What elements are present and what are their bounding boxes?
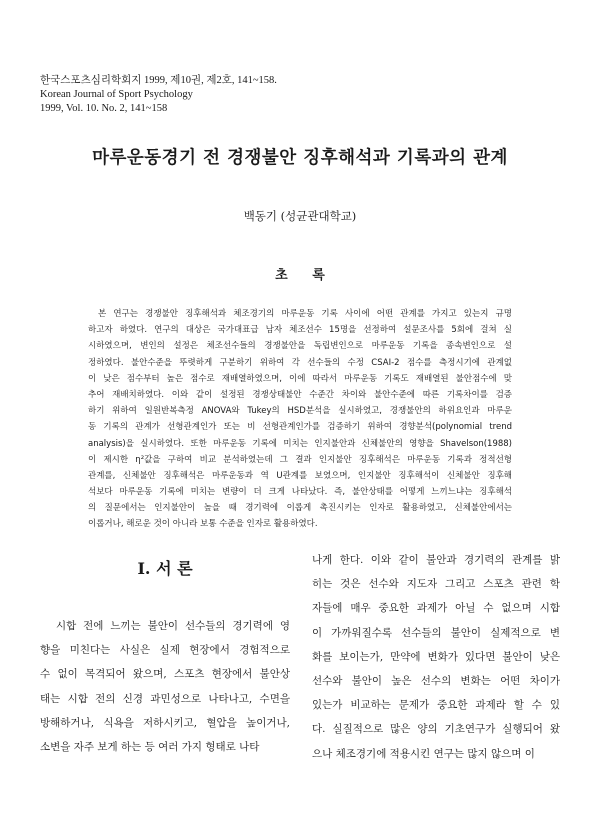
abstract-line: 이 제시한 η²값을 구하여 비교 분석하였는데 그 결과 인지불안 징후해석은 마루운동 기록과 정적선형	[88, 454, 512, 465]
body-text-line: 다. 실질적으로 많은 양의 기초연구가 실행되어 왔	[312, 723, 560, 736]
body-text-line: 있는가 비교하는 문제가 중요한 과제라 할 수 있	[312, 699, 560, 712]
abstract-line: 추어 재배치하였다. 이와 같이 설정된 경쟁상태불안 수준간 차이와 불안수준에 따른 기록차이를 검증	[88, 389, 512, 400]
abstract-line: 정하였다. 불안수준을 뚜렷하게 구분하기 위하여 각 선수들의 수정 CSAI-2 점수를 측정시기에 관계없	[88, 357, 512, 368]
abstract-line: 하기 위하여 일원반복측정 ANOVA와 Tukey의 HSD분석을 실시하였고, 경쟁불안의 하위요인과 마루운	[88, 406, 512, 417]
section-heading-introduction: Ⅰ. 서 론	[137, 559, 193, 578]
abstract-body	[88, 306, 512, 533]
abstract-line: 이롭거나, 해로운 것이 아니라 보통 수준을 인자로 활용하였다.	[88, 519, 318, 530]
body-text-line: 자들에 매우 중요한 과제가 아닐 수 없으며 시합	[312, 602, 560, 615]
body-column-right	[312, 548, 560, 766]
body-text-line: 으나 체조경기에 적용시킨 연구는 많지 않으며 이	[312, 747, 535, 760]
abstract-line: 석보다 마루운동 기록에 미치는 변량이 더 크게 나타났다. 즉, 불안상태를 어떻게 느끼느냐는 징후해석	[88, 487, 512, 498]
abstract-heading: 초 록	[275, 268, 335, 283]
abstract-line: 의 질문에서는 인지불안이 높을 때 경기력에 이롭게 촉진시키는 인자로 활용하였고, 신체불안에서는	[88, 503, 512, 514]
body-text-line: 태는 시합 전의 신경 과민성으로 나타나고, 수면을	[40, 692, 290, 705]
journal-header	[40, 74, 277, 116]
journal-header-english: Korean Journal of Sport Psychology	[40, 89, 193, 100]
body-text-line: 화를 보이는가, 만약에 변화가 있다면 불안이 낮은	[312, 650, 560, 663]
abstract-line: analysis)을 실시하였다. 또한 마루운동 기록에 미치는 인지불안과 신체불안의 영향을 Shavelson(1988)	[88, 438, 512, 449]
paper-title: 마루운동경기 전 경쟁불안 징후해석과 기록과의 관계	[92, 148, 508, 168]
body-text-line: 히는 것은 선수와 지도자 그리고 스포츠 관련 학	[312, 578, 560, 591]
journal-header-volume: 1999, Vol. 10. No. 2, 141~158	[40, 103, 168, 114]
body-text-line: 나게 한다. 이와 같이 불안과 경기력의 관계를 밝	[312, 554, 560, 566]
body-column-left	[40, 614, 290, 759]
body-text-line: 시합 전에 느끼는 불안이 선수들의 경기력에 영	[56, 620, 290, 632]
body-text-line: 방해하거나, 식욕을 저하시키고, 혈압을 높이거나,	[40, 716, 290, 729]
journal-header-korean: 한국스포츠심리학회지 1999, 제10권, 제2호, 141~158.	[40, 75, 277, 86]
abstract-line: 관계를, 신체불안 징후해석은 마루운동과 역 U관계를 보였으며, 인지불안 징후해석이 신체불안 징후해	[88, 470, 512, 481]
body-text-line: 소변을 자주 보게 하는 등 여러 가지 형태로 나타	[40, 740, 260, 753]
body-text-line: 향을 미친다는 사실은 실제 현장에서 경험적으로	[40, 644, 290, 657]
abstract-line: 이 낮은 점수부터 높은 점수로 재배열하였으며, 이에 따라서 마루운동 기록도 재배열된 불안점수에 맞	[88, 373, 512, 384]
abstract-line: 시하였으며, 변인의 설정은 체조선수들의 경쟁불안을 독립변인으로 마루운동 기록을 종속변인으로 설	[88, 341, 512, 352]
author-affiliation: 백동기 (성균관대학교)	[243, 209, 357, 223]
body-text-line: 선수와 불안이 높은 선수의 변화는 어떤 차이가	[312, 674, 560, 687]
abstract-line: 본 연구는 경쟁불안 징후해석과 체조경기의 마루운동 기록 사이에 어떤 관계를 가지고 있는지 규명	[98, 309, 512, 319]
body-text-line: 이 가까워질수록 선수들의 불안이 실제적으로 변	[312, 626, 560, 639]
abstract-line: 하고자 하였다. 연구의 대상은 국가대표급 남자 체조선수 15명을 선정하여 설문조사를 5회에 걸쳐 실	[88, 325, 512, 336]
abstract-line: 동 기록의 관계가 선형관계인가 또는 비 선형관계인가를 검증하기 위하여 경향분석(polynomial trend	[88, 422, 512, 433]
body-text-line: 수 없이 목격되어 왔으며, 스포츠 현장에서 불안상	[40, 668, 290, 681]
